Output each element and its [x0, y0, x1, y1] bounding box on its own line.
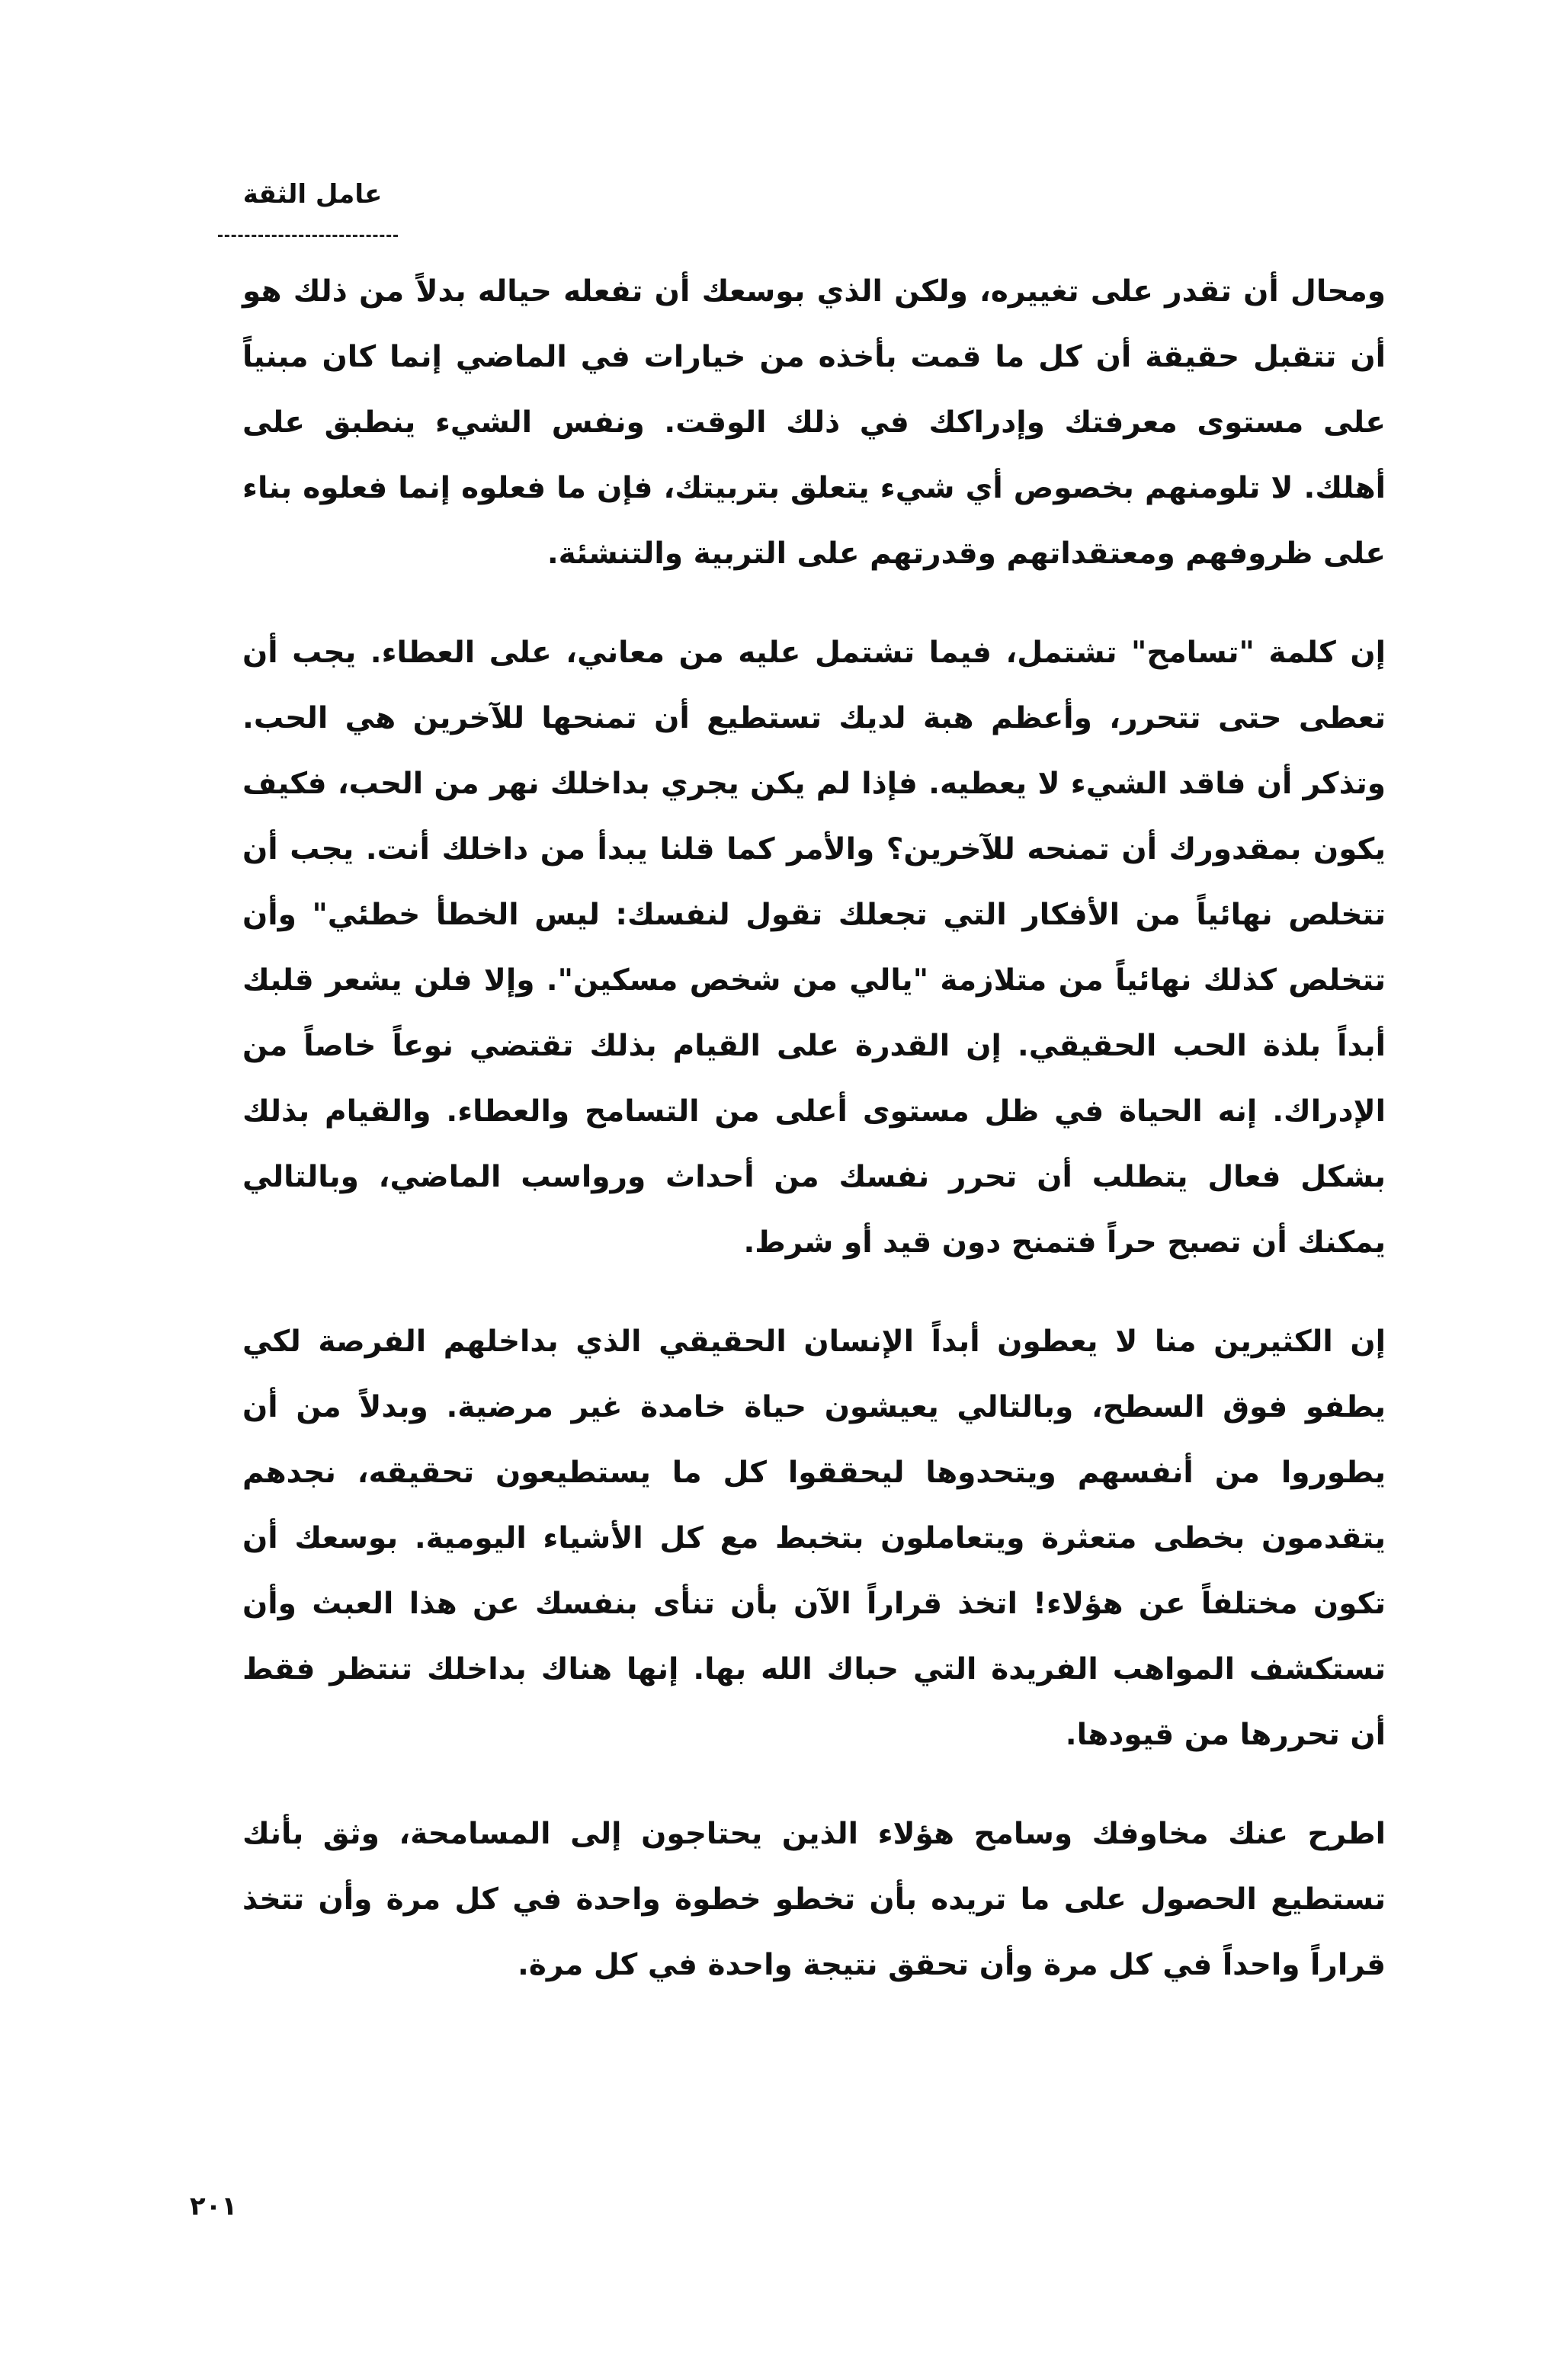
page-number: ٢٠١ [189, 2191, 238, 2221]
paragraph-3: إن الكثيرين منا لا يعطون أبداً الإنسان الحقيقي الذي بداخلهم الفرصة لكي يطفو فوق السطح، وبالتالي يعيشون حياة خامدة غير مرضية. وبدلاً من أن يطوروا من أنفسهم ويتحدوها ليحققوا كل ما يستطيعون تحقيقه، نجدهم يتقدمون بخطى متعثرة ويتعاملون بتخبط مع كل الأشياء اليومية. بوسعك أن تكون مختلفاً عن هؤلاء! اتخذ قراراً الآن بأن تنأى بنفسك عن هذا العبث وأن تستكشف المواهب الفريدة التي حباك الله بها. إنها هناك بداخلك تنتظر فقط أن تحررها من قيودها. [242, 1325, 1386, 1752]
paragraph-1: ومحال أن تقدر على تغييره، ولكن الذي بوسعك أن تفعله حياله بدلاً من ذلك هو أن تتقبل حقيقة أن كل ما قمت بأخذه من خيارات في الماضي إنما كان مبنياً على مستوى معرفتك وإدراكك في ذلك الوقت. ونفس الشيء ينطبق على أهلك. لا تلومنهم بخصوص أي شيء يتعلق بتربيتك، فإن ما فعلوه إنما فعلوه بناء على ظروفهم ومعتقداتهم وقدرتهم على التربية والتنشئة. [242, 274, 1386, 571]
header-divider [218, 235, 398, 237]
page-body [242, 259, 1386, 1998]
paragraph-2: إن كلمة "تسامح" تشتمل، فيما تشتمل عليه من معاني، على العطاء. يجب أن تعطى حتى تتحرر، وأعظم هبة لديك تستطيع أن تمنحها للآخرين هي الحب. وتذكر أن فاقد الشيء لا يعطيه. فإذا لم يكن يجري بداخلك نهر من الحب، فكيف يكون بمقدورك أن تمنحه للآخرين؟ والأمر كما قلنا يبدأ من داخلك أنت. يجب أن تتخلص نهائياً من الأفكار التي تجعلك تقول لنفسك: ليس الخطأ خطئي" وأن تتخلص كذلك نهائياً من متلازمة "يالي من شخص مسكين". وإلا فلن يشعر قلبك أبداً بلذة الحب الحقيقي. إن القدرة على القيام بذلك تقتضي نوعاً خاصاً من الإدراك. إنه الحياة في ظل مستوى أعلى من التسامح والعطاء. والقيام بذلك بشكل فعال يتطلب أن تحرر نفسك من أحداث ورواسب الماضي، وبالتالي يمكنك أن تصبح حراً فتمنح دون قيد أو شرط. [242, 636, 1386, 1260]
running-header: عامل الثقة [242, 179, 383, 210]
paragraph-4: اطرح عنك مخاوفك وسامح هؤلاء الذين يحتاجون إلى المسامحة، وثق بأنك تستطيع الحصول على ما تريده بأن تخطو خطوة واحدة في كل مرة وأن تتخذ قراراً واحداً في كل مرة وأن تحقق نتيجة واحدة في كل مرة. [242, 1817, 1386, 1982]
